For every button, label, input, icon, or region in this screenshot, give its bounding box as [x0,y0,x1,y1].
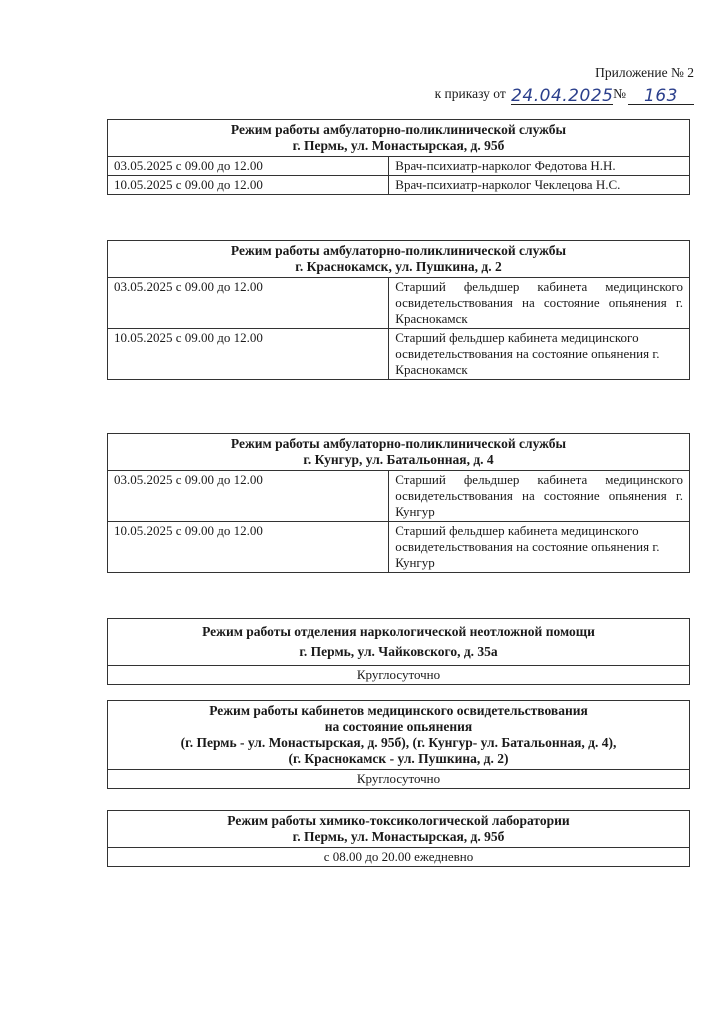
table-title: Режим работы амбулаторно-поликлинической службы г. Пермь, ул. Монастырская, д. 95б [108,120,690,157]
table-row [108,666,690,685]
schedule-table-kungur-outpatient [107,433,690,573]
document-header [435,62,694,105]
schedule-table-toxicology-lab [107,810,690,867]
date-cell: 03.05.2025 с 09.00 до 12.00 [108,157,389,176]
staff-cell: Врач-психиатр-нарколог Чеклецова Н.С. [389,176,690,195]
hours-cell: Круглосуточно [108,666,690,685]
staff-cell: Старший фельдшер кабинета медицинского освидетельствования на состояние опьянения г. Краснокамск [389,329,690,380]
schedule-table-perm-outpatient [107,119,690,195]
table-title: Режим работы кабинетов медицинского освидетельствования на состояние опьянения (г. Пермь - ул. Монастырская, д. 95б), (г. Кунгур- ул. Батальонная, д. 4), (г. Краснокамск - ул. Пушкина, д. 2) [108,701,690,770]
handwritten-date: 24.04.2025 [511,86,614,106]
staff-cell: Старший фельдшер кабинета медицинского освидетельствования на состояние опьянения г. Кунгур [389,471,690,522]
table-row [108,278,690,329]
schedule-table-examination-rooms [107,700,690,789]
table-row [108,176,690,195]
table-row [108,522,690,573]
order-reference [435,83,694,105]
table-row [108,770,690,789]
table-title: Режим работы химико-токсикологической лаборатории г. Пермь, ул. Монастырская, д. 95б [108,811,690,848]
table-row [108,471,690,522]
date-cell: 10.05.2025 с 09.00 до 12.00 [108,329,389,380]
staff-cell: Старший фельдшер кабинета медицинского освидетельствования на состояние опьянения г. Кунгур [389,522,690,573]
date-cell: 03.05.2025 с 09.00 до 12.00 [108,278,389,329]
table-row [108,157,690,176]
date-cell: 10.05.2025 с 09.00 до 12.00 [108,176,389,195]
table-row [108,329,690,380]
schedule-table-krasnokamsk-outpatient [107,240,690,380]
hours-cell: Круглосуточно [108,770,690,789]
staff-cell: Врач-психиатр-нарколог Федотова Н.Н. [389,157,690,176]
table-title: Режим работы амбулаторно-поликлинической службы г. Краснокамск, ул. Пушкина, д. 2 [108,241,690,278]
table-title: Режим работы отделения наркологической неотложной помощи г. Пермь, ул. Чайковского, д. 35а [108,619,690,666]
appendix-label: Приложение № 2 [595,65,694,80]
order-number-field [628,83,694,105]
table-row [108,848,690,867]
staff-cell: Старший фельдшер кабинета медицинского освидетельствования на состояние опьянения г. Краснокамск [389,278,690,329]
date-cell: 10.05.2025 с 09.00 до 12.00 [108,522,389,573]
order-date-field [511,83,613,105]
number-sign: № [613,86,626,101]
date-cell: 03.05.2025 с 09.00 до 12.00 [108,471,389,522]
order-prefix: к приказу от [434,86,506,101]
hours-cell: с 08.00 до 20.00 ежедневно [108,848,690,867]
handwritten-number: 163 [644,86,678,106]
table-title: Режим работы амбулаторно-поликлинической службы г. Кунгур, ул. Батальонная, д. 4 [108,434,690,471]
schedule-table-emergency-department [107,618,690,685]
